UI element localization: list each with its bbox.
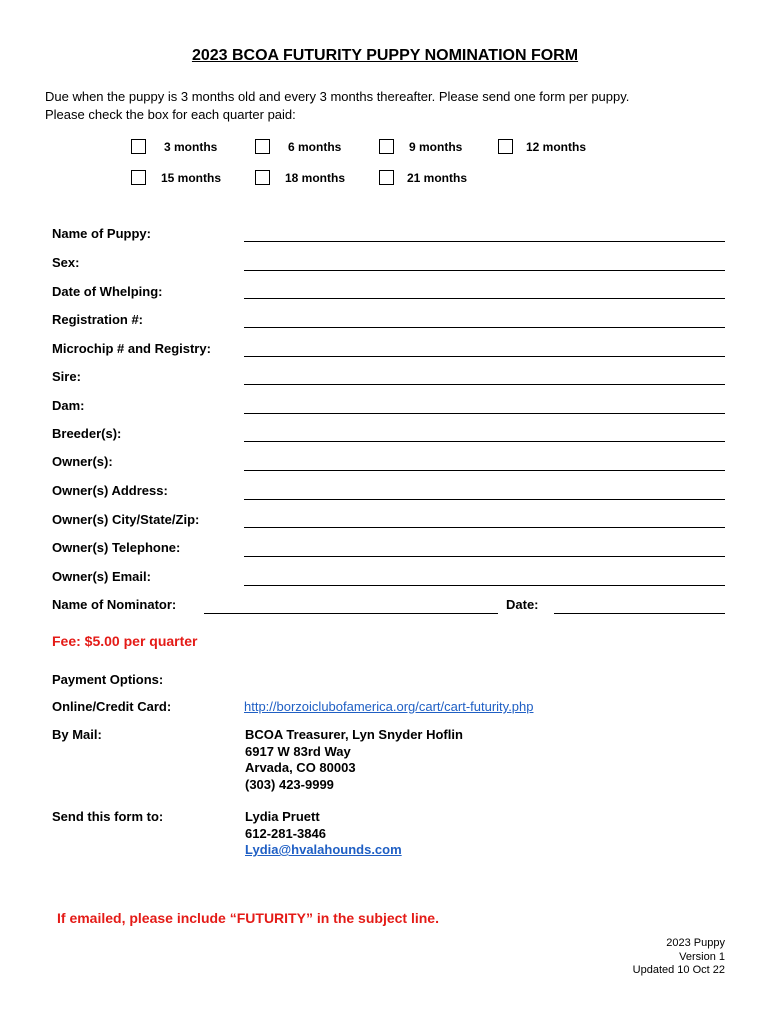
- field-label-sex: Sex:: [52, 255, 80, 270]
- checkbox-9-months[interactable]: [379, 139, 394, 154]
- field-label-name-of-nominator: Name of Nominator:: [52, 597, 177, 612]
- field-label-owners-telephone: Owner(s) Telephone:: [52, 540, 181, 555]
- send-form-to-label: Send this form to:: [52, 809, 164, 824]
- online-payment-link[interactable]: http://borzoiclubofamerica.org/cart/cart-futurity.php: [244, 699, 534, 714]
- mail-address-line: BCOA Treasurer, Lyn Snyder Hoflin: [245, 727, 463, 742]
- field-input-sire[interactable]: [244, 384, 725, 385]
- contact-phone: 612-281-3846: [245, 825, 326, 841]
- field-input-registration[interactable]: [244, 327, 725, 328]
- checkbox-21-months[interactable]: [379, 170, 394, 185]
- fee-text: Fee: $5.00 per quarter: [52, 633, 198, 649]
- intro-line-2: Please check the box for each quarter paid:: [45, 107, 296, 122]
- contact-email-link[interactable]: Lydia@hvalahounds.com: [245, 842, 402, 857]
- checkbox-3-months[interactable]: [131, 139, 146, 154]
- field-input-owners-telephone[interactable]: [244, 556, 725, 557]
- mail-address-line: (303) 423-9999: [245, 776, 334, 792]
- label-6-months: 6 months: [288, 140, 342, 154]
- checkbox-15-months[interactable]: [131, 170, 146, 185]
- field-input-microchip[interactable]: [244, 356, 725, 357]
- mail-address-line: Arvada, CO 80003: [245, 760, 356, 775]
- field-input-owners-address[interactable]: [244, 499, 725, 500]
- field-label-dam: Dam:: [52, 398, 85, 413]
- field-label-owners-address: Owner(s) Address:: [52, 483, 168, 498]
- field-label-name-of-puppy: Name of Puppy:: [52, 226, 151, 241]
- contact-name: Lydia Pruett: [245, 809, 320, 824]
- form-title: 2023 BCOA FUTURITY PUPPY NOMINATION FORM: [191, 47, 579, 64]
- field-input-name-of-puppy[interactable]: [244, 241, 725, 242]
- field-label-date-of-whelping: Date of Whelping:: [52, 284, 163, 299]
- label-18-months: 18 months: [285, 171, 346, 185]
- label-21-months: 21 months: [407, 171, 468, 185]
- mail-address-line: 6917 W 83rd Way: [245, 743, 351, 759]
- field-label-breeders: Breeder(s):: [52, 426, 122, 441]
- field-input-owners-city-state-zip[interactable]: [244, 527, 725, 528]
- mail-address: [245, 727, 463, 793]
- intro-line-1: Due when the puppy is 3 months old and every 3 months thereafter. Please send one form per puppy.: [45, 89, 630, 104]
- by-mail-label: By Mail:: [52, 727, 102, 742]
- field-input-owners[interactable]: [244, 470, 725, 471]
- field-label-date: Date:: [506, 597, 539, 612]
- field-input-name-of-nominator[interactable]: [204, 613, 498, 614]
- online-credit-card-label: Online/Credit Card:: [52, 699, 172, 714]
- checkbox-12-months[interactable]: [498, 139, 513, 154]
- field-input-dam[interactable]: [244, 413, 725, 414]
- field-label-microchip: Microchip # and Registry:: [52, 341, 211, 356]
- send-to-contact: [245, 809, 402, 859]
- checkbox-6-months[interactable]: [255, 139, 270, 154]
- email-subject-note: If emailed, please include “FUTURITY” in the subject line.: [57, 910, 439, 926]
- field-label-owners-city-state-zip: Owner(s) City/State/Zip:: [52, 512, 200, 527]
- field-input-breeders[interactable]: [244, 441, 725, 442]
- label-9-months: 9 months: [409, 140, 463, 154]
- payment-options-heading: Payment Options:: [52, 672, 164, 687]
- label-15-months: 15 months: [161, 171, 222, 185]
- version-line: 2023 Puppy: [666, 937, 725, 949]
- field-input-date-of-whelping[interactable]: [244, 298, 725, 299]
- label-12-months: 12 months: [526, 140, 587, 154]
- field-input-owners-email[interactable]: [244, 585, 725, 586]
- version-line: Updated 10 Oct 22: [632, 964, 725, 976]
- version-info: [633, 937, 725, 978]
- field-label-registration: Registration #:: [52, 312, 144, 327]
- field-input-sex[interactable]: [244, 270, 725, 271]
- checkbox-18-months[interactable]: [255, 170, 270, 185]
- field-label-sire: Sire:: [52, 369, 81, 384]
- version-line: Version 1: [679, 950, 725, 963]
- field-label-owners-email: Owner(s) Email:: [52, 569, 151, 584]
- field-label-owners: Owner(s):: [52, 454, 113, 469]
- label-3-months: 3 months: [164, 140, 218, 154]
- field-input-date[interactable]: [554, 613, 725, 614]
